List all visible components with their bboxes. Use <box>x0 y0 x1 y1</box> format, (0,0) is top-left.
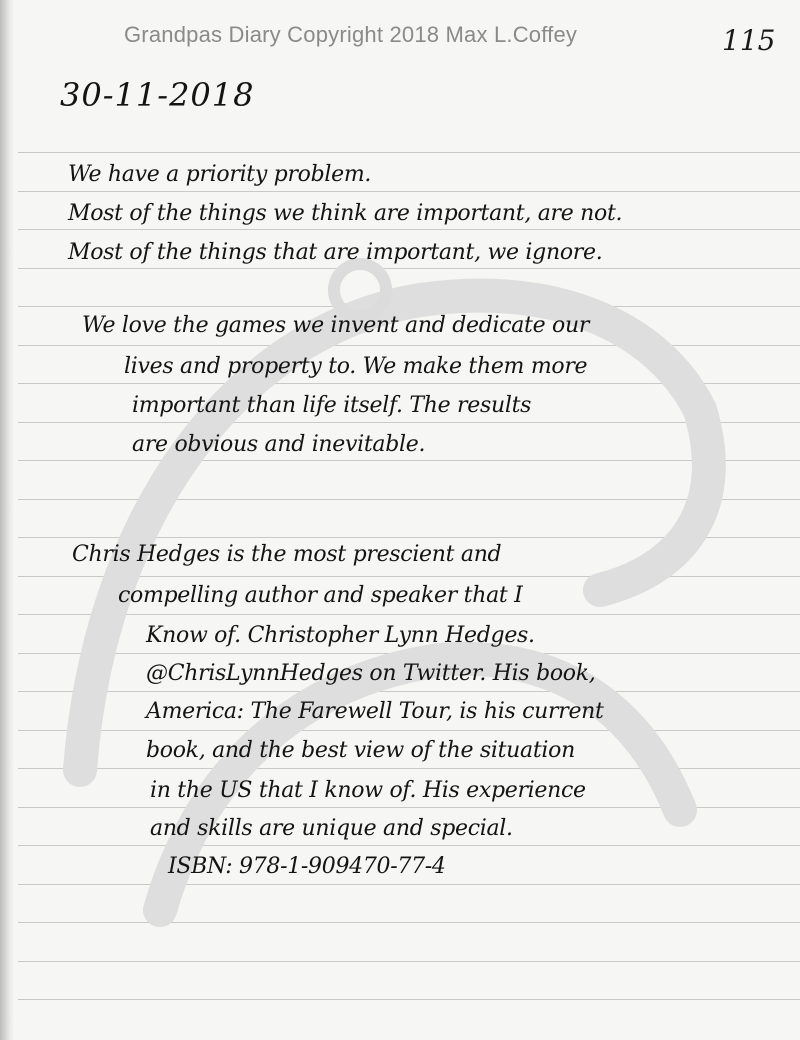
text-line: Chris Hedges is the most prescient and <box>72 542 502 567</box>
text-line: Most of the things we think are important, are not. <box>68 201 623 226</box>
text-line: Most of the things that are important, we ignore. <box>68 240 603 265</box>
text-line: in the US that I know of. His experience <box>150 778 586 803</box>
text-line: We love the games we invent and dedicate our <box>82 313 590 338</box>
text-line: compelling author and speaker that I <box>118 583 523 608</box>
ruled-line <box>18 152 800 153</box>
text-line: and skills are unique and special. <box>150 816 513 841</box>
text-line: important than life itself. The results <box>132 393 532 418</box>
text-line: America: The Farewell Tour, is his current <box>146 699 604 724</box>
text-line: are obvious and inevitable. <box>132 432 426 457</box>
entry-date: 30-11-2018 <box>60 76 255 114</box>
text-line: book, and the best view of the situation <box>146 738 575 763</box>
page-header <box>0 22 800 57</box>
text-line: ISBN: 978-1-909470-77-4 <box>168 854 446 879</box>
ruled-line <box>18 999 800 1000</box>
text-line: Know of. Christopher Lynn Hedges. <box>146 623 535 648</box>
text-line: @ChrisLynnHedges on Twitter. His book, <box>146 661 596 686</box>
text-line: We have a priority problem. <box>68 162 372 187</box>
ruled-line <box>18 191 800 192</box>
binding-edge <box>0 0 14 1040</box>
header-title: Grandpas Diary Copyright 2018 Max L.Coffey <box>124 22 578 47</box>
page-number: 115 <box>722 24 776 57</box>
text-line: lives and property to. We make them more <box>124 354 588 379</box>
